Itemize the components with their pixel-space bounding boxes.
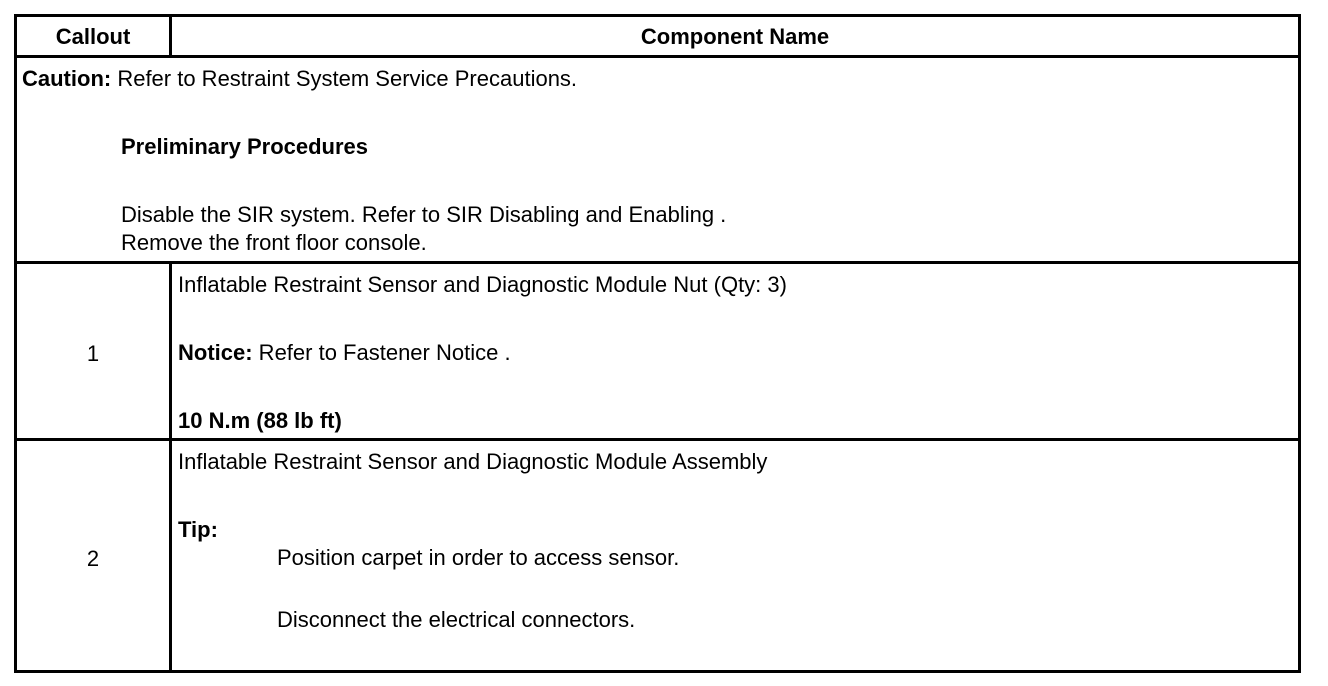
component-name: Inflatable Restraint Sensor and Diagnostic Module Nut (Qty: 3) <box>178 272 787 297</box>
header-callout: Callout <box>55 24 131 49</box>
caution-text: Refer to Restraint System Service Precautions. <box>111 66 578 91</box>
preliminary-procedures-title: Preliminary Procedures <box>121 134 369 159</box>
row-divider <box>17 261 1298 264</box>
preliminary-step-1: Disable the SIR system. Refer to SIR Disabling and Enabling . <box>121 202 727 227</box>
column-divider <box>169 261 172 673</box>
callout-number: 2 <box>86 546 100 571</box>
component-name: Inflatable Restraint Sensor and Diagnostic Module Assembly <box>178 449 768 474</box>
header-component-name: Component Name <box>640 24 830 49</box>
header-divider <box>17 55 1298 58</box>
procedure-table <box>14 14 1301 673</box>
tip-step-2: Disconnect the electrical connectors. <box>277 607 636 632</box>
caution-label: Caution: <box>22 66 112 91</box>
preliminary-step-2: Remove the front floor console. <box>121 230 427 255</box>
caution-line <box>22 66 577 92</box>
row-divider <box>17 438 1298 441</box>
tip-step-1: Position carpet in order to access sensor. <box>277 545 680 570</box>
tip-label: Tip: <box>178 517 218 542</box>
torque-spec: 10 N.m (88 lb ft) <box>178 408 342 433</box>
notice-text: Refer to Fastener Notice . <box>252 340 511 365</box>
notice-label: Notice: <box>178 340 253 365</box>
callout-number: 1 <box>86 341 100 366</box>
notice-line <box>178 340 511 366</box>
